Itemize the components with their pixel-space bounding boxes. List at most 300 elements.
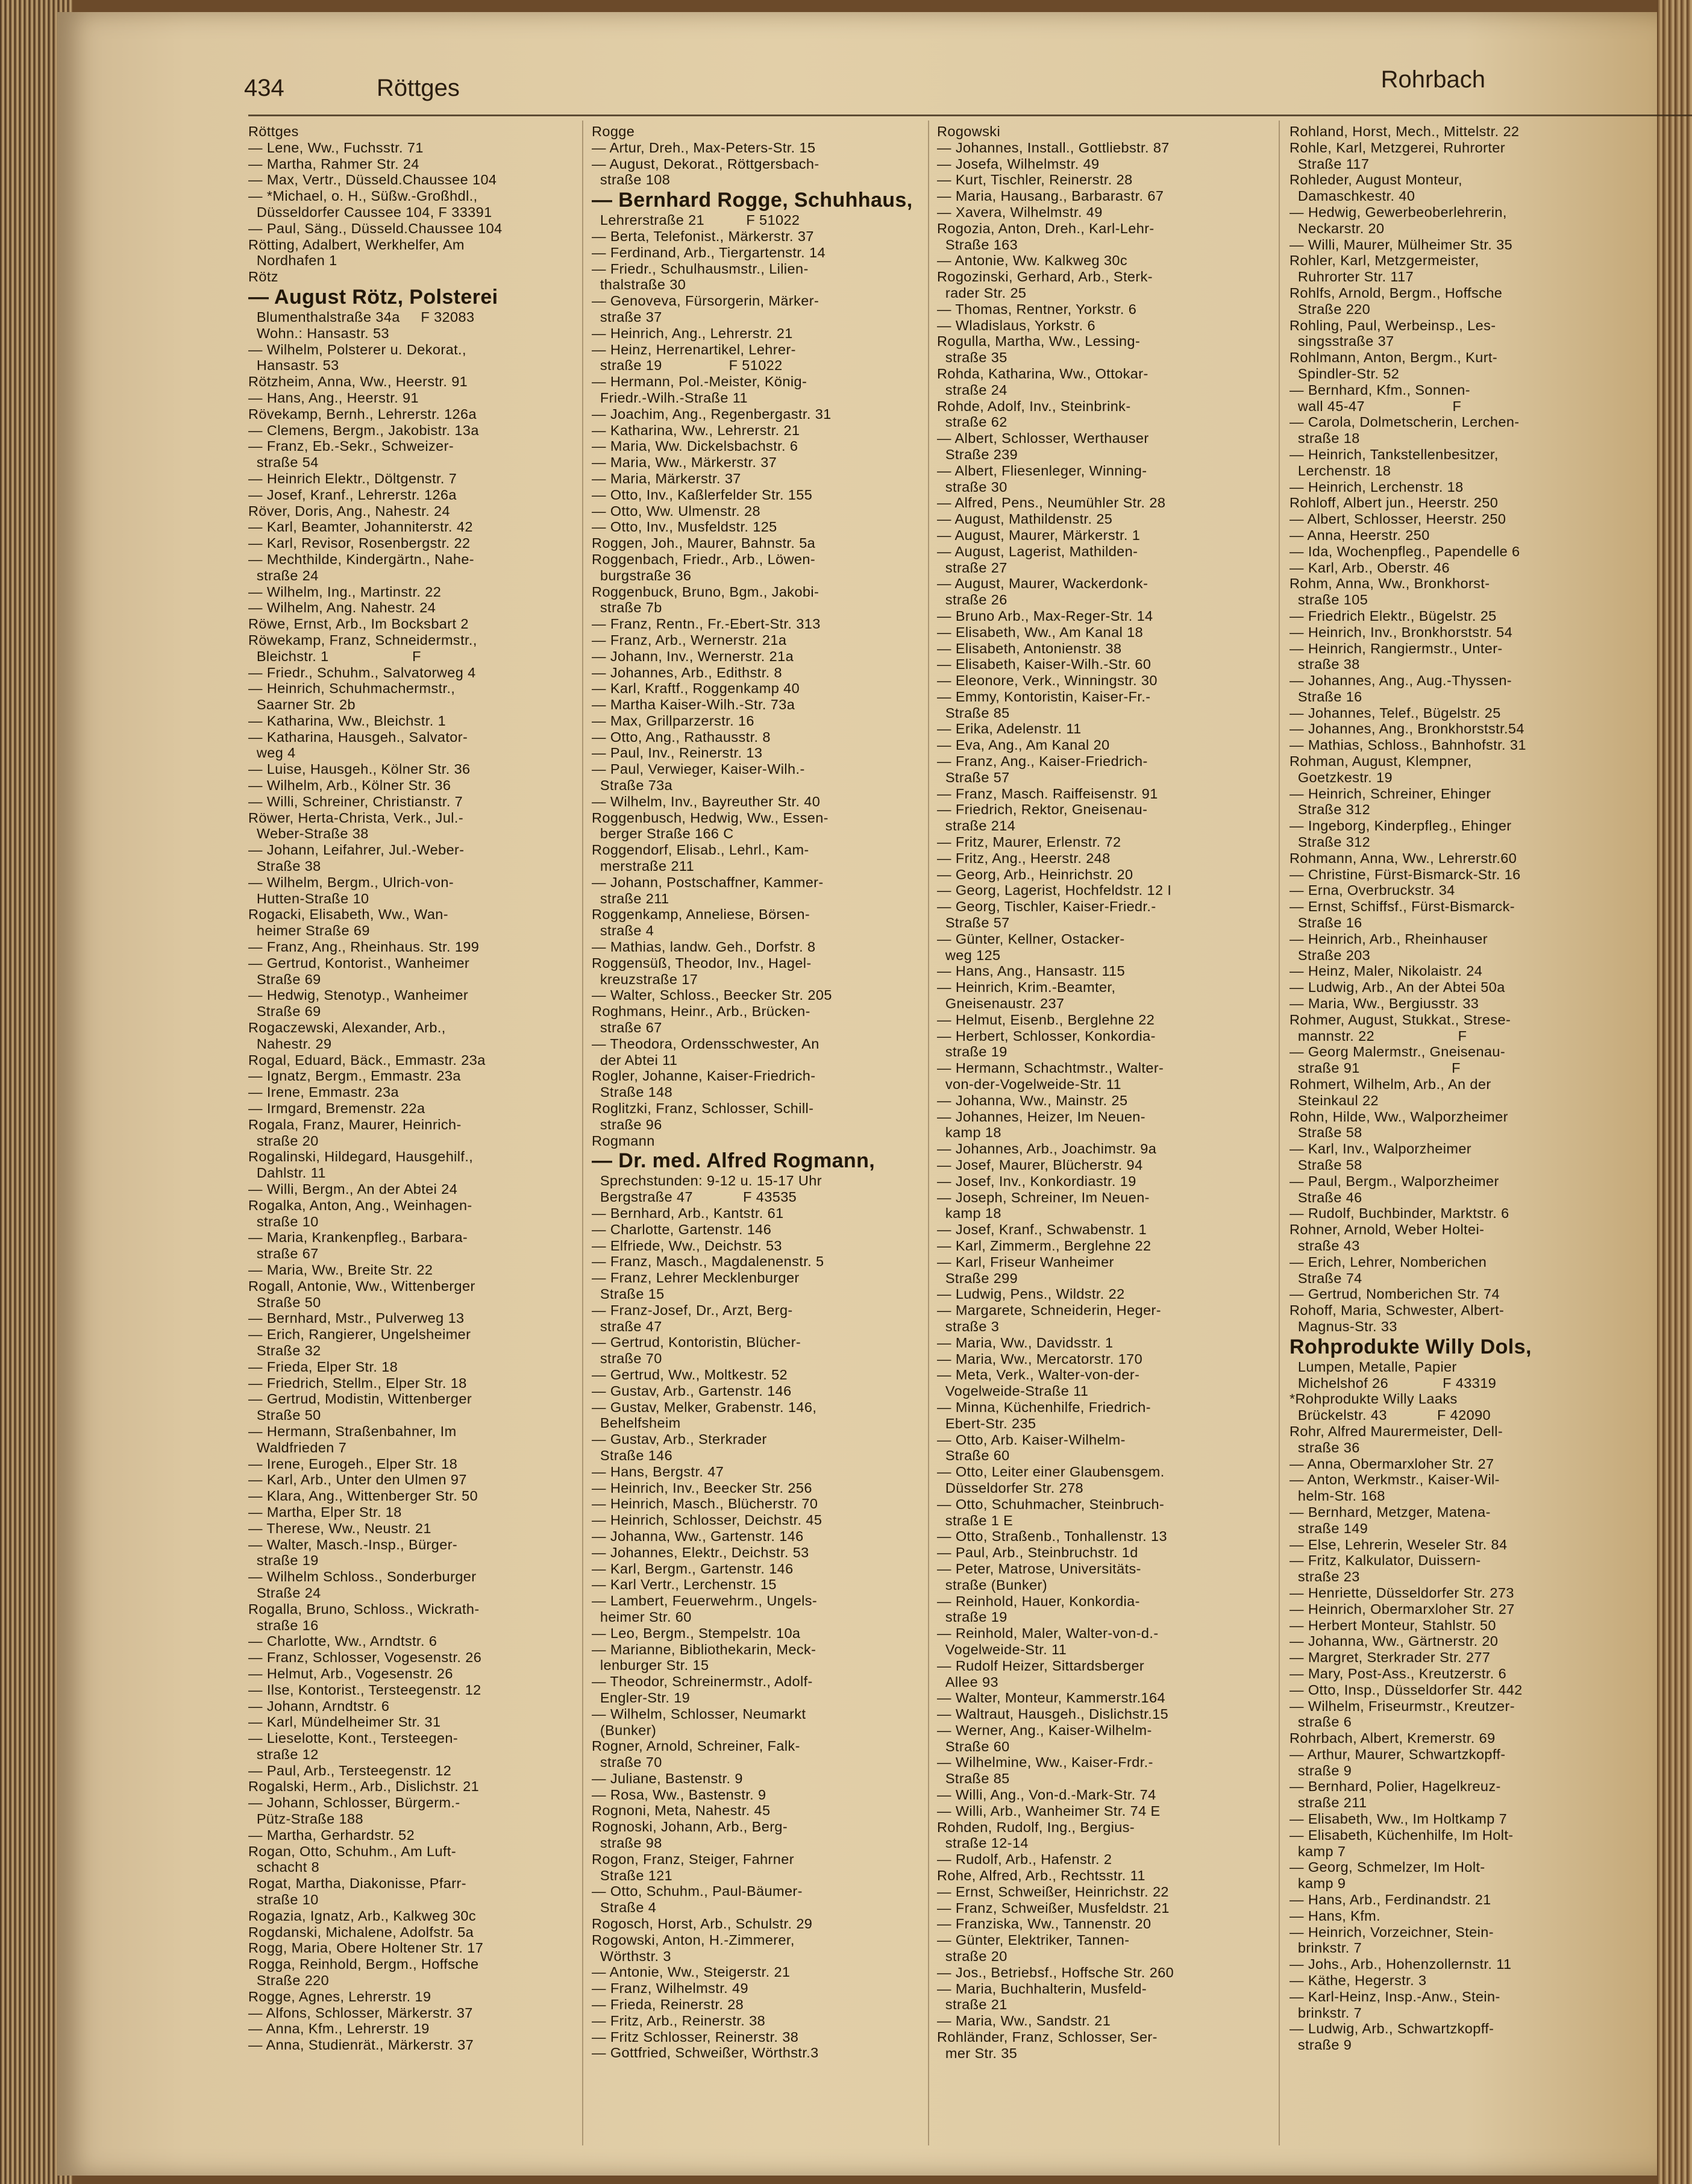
directory-line: kamp 7 (1289, 1843, 1346, 1859)
directory-line: — Otto, Arb. Kaiser-Wilhelm- (937, 1431, 1126, 1448)
directory-line: — Heinz, Maler, Nikolaistr. 24 (1289, 963, 1483, 979)
directory-line: — Juliane, Bastenstr. 9 (592, 1770, 743, 1786)
directory-line: mannstr. 22 F (1289, 1028, 1467, 1044)
directory-line: Straße 58 (1289, 1157, 1362, 1173)
directory-line: heimer Str. 60 (592, 1608, 692, 1625)
directory-line: straße 18 (1289, 430, 1360, 447)
directory-line: — Erich, Lehrer, Nomberichen (1289, 1254, 1487, 1270)
directory-line: — Kurt, Tischler, Reinerstr. 28 (937, 172, 1133, 188)
directory-line: — Günter, Kellner, Ostacker- (937, 930, 1125, 947)
directory-line: — Johannes, Install., Gottliebstr. 87 (937, 139, 1170, 155)
directory-line: — Wilhelm, Schlosser, Neumarkt (592, 1705, 806, 1722)
directory-line: straße 37 (592, 309, 662, 325)
directory-line: Rohländer, Franz, Schlosser, Ser- (937, 2029, 1158, 2045)
directory-line: — Gustav, Melker, Grabenstr. 146, (592, 1399, 817, 1415)
directory-line: — Ingeborg, Kinderpfleg., Ehinger (1289, 818, 1512, 834)
directory-line: — Mary, Post-Ass., Kreutzerstr. 6 (1289, 1665, 1507, 1681)
directory-line: — Wladislaus, Yorkstr. 6 (937, 317, 1095, 333)
directory-line: Straße 16 (1289, 915, 1362, 931)
directory-line: — Josef, Inv., Konkordiastr. 19 (937, 1173, 1136, 1189)
directory-line: Rohden, Rudolf, Ing., Bergius- (937, 1819, 1135, 1835)
directory-line: Rohmer, August, Stukkat., Strese- (1289, 1011, 1511, 1028)
directory-line: — Johann, Leifahrer, Jul.-Weber- (248, 842, 465, 858)
directory-line: Rohe, Alfred, Arb., Rechtsstr. 11 (937, 1868, 1145, 1884)
directory-line: — Fritz, Kalkulator, Duissern- (1289, 1552, 1481, 1569)
directory-line: — Walter, Masch.-Insp., Bürger- (248, 1536, 458, 1552)
directory-line: Straße 220 (248, 1972, 330, 1989)
directory-line: — Rudolf, Buchbinder, Marktstr. 6 (1289, 1205, 1509, 1222)
directory-line: straße 35 (937, 350, 1007, 366)
directory-line: — Albert, Fliesenleger, Winning- (937, 462, 1147, 479)
directory-line: — Ilse, Kontorist., Tersteegenstr. 12 (248, 1681, 481, 1698)
directory-line: Rogosch, Horst, Arb., Schulstr. 29 (592, 1916, 813, 1932)
directory-line: — Emmy, Kontoristin, Kaiser-Fr.- (937, 688, 1151, 704)
directory-line: Hutten-Straße 10 (248, 890, 369, 906)
directory-line: — Friedrich Elektr., Bügelstr. 25 (1289, 607, 1497, 624)
directory-line: — Karl, Revisor, Rosenbergstr. 22 (248, 535, 471, 551)
directory-line: — Johanna, Ww., Mainstr. 25 (937, 1092, 1128, 1108)
directory-line: — Elisabeth, Küchenhilfe, Im Holt- (1289, 1827, 1514, 1843)
directory-line: Roghmans, Heinr., Arb., Brücken- (592, 1003, 810, 1020)
directory-line: Straße 69 (248, 971, 321, 987)
directory-line: Rogozinski, Gerhard, Arb., Sterk- (937, 269, 1153, 285)
directory-line: — Franz, Schlosser, Vogesenstr. 26 (248, 1649, 482, 1666)
directory-line: Magnus-Str. 33 (1289, 1318, 1397, 1334)
directory-line: Rogler, Johanne, Kaiser-Friedrich- (592, 1068, 816, 1084)
directory-line: — Ida, Wochenpfleg., Papendelle 6 (1289, 543, 1520, 559)
directory-line: straße 70 (592, 1351, 662, 1367)
directory-line: Straße 38 (248, 858, 321, 874)
directory-line: Rognoni, Meta, Nahestr. 45 (592, 1803, 771, 1819)
directory-line: — Ludwig, Pens., Wildstr. 22 (937, 1286, 1125, 1302)
directory-line: Straße 146 (592, 1447, 673, 1463)
directory-line: singsstraße 37 (1289, 333, 1394, 350)
directory-line: Rohmann, Anna, Ww., Lehrerstr.60 (1289, 850, 1517, 866)
directory-line: Lerchenstr. 18 (1289, 462, 1391, 479)
directory-line: Rötzheim, Anna, Ww., Heerstr. 91 (248, 374, 468, 390)
directory-line: — Alfons, Schlosser, Märkerstr. 37 (248, 2004, 473, 2021)
directory-line: Röwekamp, Franz, Schneidermstr., (248, 632, 477, 648)
directory-line: Roglitzki, Franz, Schlosser, Schill- (592, 1100, 814, 1117)
directory-line: Straße 73a (592, 777, 673, 794)
directory-line: Spindler-Str. 52 (1289, 365, 1400, 381)
directory-line: — Mathias, Schloss., Bahnhofstr. 31 (1289, 737, 1526, 753)
directory-line: — Hermann, Schachtmstr., Walter- (937, 1060, 1164, 1076)
directory-line: Rogazia, Ignatz, Arb., Kalkweg 30c (248, 1907, 477, 1924)
directory-line: — Johannes, Ang., Aug.-Thyssen- (1289, 673, 1512, 689)
directory-line: Straße 69 (248, 1003, 321, 1020)
directory-line: — Otto, Straßenb., Tonhallenstr. 13 (937, 1528, 1167, 1545)
directory-line: — Lieselotte, Kont., Tersteegen- (248, 1730, 459, 1746)
directory-line: Rohleder, August Monteur, (1289, 172, 1462, 188)
directory-line: straße 214 (937, 818, 1016, 834)
directory-line: Blumenthalstraße 34a F 32083 (248, 309, 475, 325)
directory-line: — Theodor, Schreinermstr., Adolf- (592, 1674, 813, 1690)
directory-line: rader Str. 25 (937, 284, 1027, 301)
directory-line: — Heinrich, Schuhmachermstr., (248, 680, 456, 697)
directory-line: — Karl, Arb., Unter den Ulmen 97 (248, 1472, 467, 1488)
directory-line: — Reinhold, Maler, Walter-von-d.- (937, 1625, 1159, 1642)
directory-line: — Ferdinand, Arb., Tiergartenstr. 14 (592, 244, 826, 260)
directory-line: Roggenbusch, Hedwig, Ww., Essen- (592, 809, 829, 826)
directory-line: — August, Dekorat., Röttgersbach- (592, 155, 819, 172)
directory-line: — Otto, Inv., Kaßlerfelder Str. 155 (592, 486, 813, 503)
directory-line: — Gertrud, Ww., Moltkestr. 52 (592, 1366, 788, 1382)
directory-line: straße 24 (248, 567, 319, 583)
directory-line: — Wilhelm Schloss., Sonderburger (248, 1569, 477, 1585)
directory-line: — Paul, Säng., Düsseld.Chaussee 104 (248, 220, 503, 236)
directory-line: straße 21 (937, 1997, 1007, 2013)
directory-line: — Helmut, Arb., Vogesenstr. 26 (248, 1665, 453, 1681)
directory-line: — Günter, Elektriker, Tannen- (937, 1932, 1130, 1948)
directory-line: — Carola, Dolmetscherin, Lerchen- (1289, 414, 1520, 430)
directory-line: der Abtei 11 (592, 1052, 678, 1068)
directory-line: — Heinrich, Masch., Blücherstr. 70 (592, 1496, 818, 1512)
directory-line: — Charlotte, Gartenstr. 146 (592, 1221, 772, 1237)
directory-line: — Ludwig, Arb., An der Abtei 50a (1289, 979, 1505, 996)
column-1 (248, 124, 574, 2053)
directory-line: — Marianne, Bibliothekarin, Meck- (592, 1641, 816, 1657)
directory-line: straße 7b (592, 600, 662, 616)
directory-line: — Hedwig, Stenotyp., Wanheimer (248, 987, 469, 1003)
directory-line: — Maria, Ww., Breite Str. 22 (248, 1261, 433, 1278)
directory-line: — Heinrich, Schlosser, Deichstr. 45 (592, 1512, 822, 1528)
directory-line: — Heinz, Herrenartikel, Lehrer- (592, 341, 796, 357)
right-keyword: Rohrbach (1380, 66, 1485, 93)
directory-line: — Gertrud, Nomberichen Str. 74 (1289, 1286, 1500, 1302)
directory-line: Rohm, Anna, Ww., Bronkhorst- (1289, 576, 1490, 592)
directory-line: — Elisabeth, Antonienstr. 38 (937, 640, 1122, 656)
directory-line: — Elfriede, Ww., Deichstr. 53 (592, 1237, 782, 1254)
directory-line: — Arthur, Maurer, Schwartzkopff- (1289, 1746, 1506, 1762)
directory-line: — August, Mathildenstr. 25 (937, 511, 1113, 527)
directory-line: — Luise, Hausgeh., Kölner Str. 36 (248, 761, 471, 777)
directory-line: — Theodora, Ordensschwester, An (592, 1035, 819, 1052)
directory-line: — Willi, Schreiner, Christianstr. 7 (248, 793, 463, 809)
directory-line: — Friedrich, Rektor, Gneisenau- (937, 802, 1148, 818)
directory-line: kamp 9 (1289, 1875, 1346, 1892)
directory-line: straße 36 (1289, 1439, 1360, 1455)
directory-line: Rogal, Eduard, Bäck., Emmastr. 23a (248, 1052, 486, 1068)
directory-line: — Franz, Arb., Wernerstr. 21a (592, 632, 787, 648)
directory-line: — Heinrich, Vorzeichner, Stein- (1289, 1924, 1494, 1940)
directory-line: Straße 50 (248, 1294, 321, 1310)
directory-line: straße 211 (592, 890, 669, 906)
directory-line: Rohprodukte Willy Dols, (1289, 1335, 1532, 1358)
directory-line: — Franz, Lehrer Mecklenburger (592, 1270, 800, 1286)
directory-line: Hansastr. 53 (248, 357, 339, 374)
directory-line: straße 6 (1289, 1714, 1352, 1730)
directory-line: — Otto, Schuhm., Paul-Bäumer- (592, 1883, 803, 1900)
directory-line: — Joseph, Schreiner, Im Neuen- (937, 1189, 1150, 1205)
directory-line: — Heinrich, Rangiermstr., Unter- (1289, 640, 1503, 656)
directory-line: Rogge (592, 124, 635, 139)
directory-line: — Josef, Kranf., Lehrerstr. 126a (248, 486, 457, 503)
directory-line: — Margret, Sterkrader Str. 277 (1289, 1649, 1491, 1666)
directory-line: Roggenkamp, Anneliese, Börsen- (592, 906, 810, 923)
directory-line: Straße 121 (592, 1867, 673, 1883)
directory-line: — Walter, Schloss., Beecker Str. 205 (592, 987, 832, 1003)
directory-line: weg 125 (937, 947, 1001, 963)
directory-line: helm-Str. 168 (1289, 1488, 1385, 1504)
directory-line: — Karl, Kraftf., Roggenkamp 40 (592, 680, 800, 697)
directory-line: — Paul, Verwieger, Kaiser-Wilh.- (592, 761, 805, 777)
directory-line: — Heinrich, Obermarxloher Str. 27 (1289, 1601, 1515, 1617)
directory-line: Allee 93 (937, 1674, 998, 1690)
directory-line: Straße 32 (248, 1342, 321, 1358)
directory-line: Rohle, Karl, Metzgerei, Ruhrorter (1289, 139, 1506, 155)
directory-line: Roggenbuck, Bruno, Bgm., Jakobi- (592, 583, 819, 600)
column-divider (928, 121, 929, 2145)
directory-line: burgstraße 36 (592, 567, 692, 583)
directory-line: — Anna, Heerstr. 250 (1289, 527, 1430, 543)
directory-line: straße 12 (248, 1746, 319, 1762)
directory-line: straße 30 (937, 479, 1007, 495)
directory-line: Düsseldorfer Str. 278 (937, 1480, 1084, 1496)
directory-line: — Wilhelm, Ang. Nahestr. 24 (248, 600, 436, 616)
directory-line: — Heinrich, Inv., Bronkhorststr. 54 (1289, 624, 1513, 640)
directory-line: Rogon, Franz, Steiger, Fahrner (592, 1851, 794, 1867)
directory-line: straße (Bunker) (937, 1577, 1048, 1593)
directory-line: — Johannes, Heizer, Im Neuen- (937, 1108, 1145, 1125)
directory-line: — Maria, Hausang., Barbarastr. 67 (937, 188, 1164, 204)
directory-line: Rogowski, Anton, H.-Zimmerer, (592, 1931, 795, 1948)
directory-line: Damaschkestr. 40 (1289, 188, 1415, 204)
directory-line: Straße 57 (937, 769, 1010, 785)
column-divider (582, 121, 583, 2145)
directory-line: — Johanna, Ww., Gartenstr. 146 (592, 1528, 804, 1544)
directory-line: — Waltraut, Hausgeh., Dislichstr.15 (937, 1706, 1169, 1722)
directory-line: Röttges (248, 124, 299, 139)
column-divider (1279, 121, 1280, 2145)
directory-line: weg 4 (248, 745, 296, 761)
directory-line: — Franz, Masch. Raiffeisenstr. 91 (937, 785, 1158, 802)
directory-line: — Gustav, Arb., Gartenstr. 146 (592, 1382, 792, 1399)
directory-line: — Otto, Ang., Rathausstr. 8 (592, 729, 771, 745)
directory-line: Ruhrorter Str. 117 (1289, 269, 1414, 285)
directory-line: — Alfred, Pens., Neumühler Str. 28 (937, 495, 1166, 511)
directory-line: Rohde, Adolf, Inv., Steinbrink- (937, 398, 1131, 414)
directory-line: straße 20 (248, 1132, 319, 1149)
directory-line: Rogat, Martha, Diakonisse, Pfarr- (248, 1875, 466, 1892)
directory-line: — Martha Kaiser-Wilh.-Str. 73a (592, 697, 795, 713)
directory-line: straße 26 (937, 592, 1007, 608)
directory-line: berger Straße 166 C (592, 826, 734, 842)
directory-line: Rohlmann, Anton, Bergm., Kurt- (1289, 350, 1498, 366)
directory-line: — Wilhelmine, Ww., Kaiser-Frdr.- (937, 1754, 1153, 1771)
directory-line: — Georg, Arb., Heinrichstr. 20 (937, 866, 1133, 882)
directory-line: Rohmert, Wilhelm, Arb., An der (1289, 1076, 1491, 1093)
directory-line: — Katharina, Hausgeh., Salvator- (248, 729, 468, 745)
directory-line: — August, Maurer, Wackerdonk- (937, 576, 1148, 592)
directory-line: Straße 163 (937, 236, 1018, 253)
directory-line: Düsseldorfer Caussee 104, F 33391 (248, 204, 492, 220)
directory-line: Rogalla, Bruno, Schloss., Wickrath- (248, 1601, 480, 1617)
directory-line: Pütz-Straße 188 (248, 1811, 363, 1827)
directory-line: — Heinrich Elektr., Döltgenstr. 7 (248, 470, 457, 486)
directory-line: — Peter, Matrose, Universitäts- (937, 1560, 1141, 1577)
directory-line: Straße 239 (937, 446, 1018, 462)
directory-line: — Therese, Ww., Neustr. 21 (248, 1520, 431, 1536)
directory-line: — Franz, Wilhelmstr. 49 (592, 1980, 748, 1997)
directory-line: von-der-Vogelweide-Str. 11 (937, 1076, 1121, 1093)
directory-line: Rogala, Franz, Maurer, Heinrich- (248, 1116, 462, 1132)
directory-line: — Anton, Werkmstr., Kaiser-Wil- (1289, 1472, 1500, 1488)
directory-line: straße 27 (937, 559, 1007, 576)
directory-line: — Maria, Buchhalterin, Musfeld- (937, 1980, 1147, 1997)
directory-line: Straße 85 (937, 1771, 1010, 1787)
directory-line: Weber-Straße 38 (248, 826, 369, 842)
directory-line: — Fritz, Maurer, Erlenstr. 72 (937, 834, 1121, 850)
directory-line: — Hedwig, Gewerbeoberlehrerin, (1289, 204, 1507, 220)
directory-line: heimer Straße 69 (248, 923, 370, 939)
directory-line: — Charlotte, Ww., Arndtstr. 6 (248, 1633, 437, 1649)
book-right-edge (1657, 0, 1692, 2184)
directory-line: — Max, Grillparzerstr. 16 (592, 712, 754, 729)
directory-line: Rövekamp, Bernh., Lehrerstr. 126a (248, 406, 477, 422)
directory-line: Straße 117 (1289, 155, 1370, 172)
directory-line: Straße 312 (1289, 834, 1371, 850)
directory-line: (Bunker) (592, 1722, 657, 1738)
directory-line: Roggensüß, Theodor, Inv., Hagel- (592, 955, 812, 971)
directory-line: — Wilhelm, Inv., Bayreuther Str. 40 (592, 793, 821, 809)
directory-line: — Käthe, Hegerstr. 3 (1289, 1972, 1427, 1989)
directory-line: straße 12-14 (937, 1835, 1029, 1851)
directory-line: brinkstr. 7 (1289, 2004, 1362, 2021)
directory-line: — Franz, Rentn., Fr.-Ebert-Str. 313 (592, 616, 821, 632)
directory-line: straße 16 (248, 1617, 319, 1633)
column-3 (937, 124, 1268, 2062)
directory-line: kamp 18 (937, 1205, 1001, 1222)
directory-line: — Eva, Ang., Am Kanal 20 (937, 737, 1110, 753)
directory-line: — Max, Vertr., Düsseld.Chaussee 104 (248, 172, 497, 188)
directory-line: — Maria, Ww., Märkerstr. 37 (592, 454, 777, 471)
directory-line: Vogelweide-Straße 11 (937, 1383, 1089, 1399)
header-rule (248, 115, 1692, 116)
directory-line: — Karl Vertr., Lerchenstr. 15 (592, 1577, 777, 1593)
directory-line: — Otto, Insp., Düsseldorfer Str. 442 (1289, 1681, 1523, 1698)
directory-line: — Johann, Inv., Wernerstr. 21a (592, 648, 794, 664)
directory-line: straße 54 (248, 454, 319, 471)
directory-line: straße 19 (937, 1044, 1007, 1060)
directory-line: *Rohprodukte Willy Laaks (1289, 1391, 1458, 1407)
directory-line: — Bernhard, Arb., Kantstr. 61 (592, 1205, 784, 1221)
directory-line: — Paul, Arb., Tersteegenstr. 12 (248, 1762, 452, 1778)
directory-line: — Dr. med. Alfred Rogmann, (592, 1149, 876, 1173)
directory-line: — Willi, Bergm., An der Abtei 24 (248, 1181, 458, 1197)
directory-line: Rogowski (937, 124, 1001, 139)
directory-line: Straße 203 (1289, 947, 1371, 963)
directory-line: Rognoski, Johann, Arb., Berg- (592, 1819, 788, 1835)
directory-line: — Ernst, Schweißer, Heinrichstr. 22 (937, 1883, 1169, 1900)
directory-line: mer Str. 35 (937, 2045, 1018, 2061)
directory-line: — Gottfried, Schweißer, Wörthstr.3 (592, 2045, 819, 2061)
directory-line: — Hans, Ang., Heerstr. 91 (248, 389, 419, 406)
directory-line: straße 19 (937, 1609, 1007, 1625)
directory-line: Rogalka, Anton, Ang., Weinhagen- (248, 1197, 472, 1213)
directory-line: — Ignatz, Bergm., Emmastr. 23a (248, 1068, 461, 1084)
directory-line: — Irene, Emmastr. 23a (248, 1084, 400, 1100)
directory-line: straße 10 (248, 1213, 319, 1229)
directory-line: straße 19 F 51022 (592, 357, 783, 374)
directory-line: straße 149 (1289, 1520, 1368, 1536)
directory-line: straße 105 (1289, 592, 1368, 608)
directory-line: Michelshof 26 F 43319 (1289, 1375, 1497, 1391)
directory-line: — Minna, Küchenhilfe, Friedrich- (937, 1399, 1151, 1415)
directory-line: — Karl, Friseur Wanheimer (937, 1254, 1114, 1270)
directory-line: — Walter, Monteur, Kammerstr.164 (937, 1690, 1165, 1706)
directory-line: Rohoff, Maria, Schwester, Albert- (1289, 1302, 1505, 1319)
directory-line: — Bruno Arb., Max-Reger-Str. 14 (937, 607, 1153, 624)
directory-line: — Mathias, landw. Geh., Dorfstr. 8 (592, 939, 816, 955)
directory-line: — Maria, Märkerstr. 37 (592, 470, 741, 486)
directory-line: — Friedrich, Stellm., Elper Str. 18 (248, 1375, 467, 1391)
directory-line: Rogalinski, Hildegard, Hausgehilf., (248, 1149, 474, 1165)
directory-line: — Otto, Leiter einer Glaubensgem. (937, 1464, 1165, 1480)
directory-line: — Herbert Monteur, Stahlstr. 50 (1289, 1617, 1496, 1633)
directory-line: — Wilhelm, Arb., Kölner Str. 36 (248, 777, 451, 794)
directory-line: Straße 46 (1289, 1189, 1362, 1205)
directory-line: Straße 60 (937, 1448, 1010, 1464)
directory-line: Rohda, Katharina, Ww., Ottokar- (937, 365, 1148, 381)
directory-line: — Willi, Arb., Wanheimer Str. 74 E (937, 1803, 1161, 1819)
directory-line: straße 91 F (1289, 1060, 1461, 1076)
directory-line: — Fritz, Arb., Reinerstr. 38 (592, 2012, 766, 2029)
directory-line: — Johann, Schlosser, Bürgerm.- (248, 1795, 460, 1811)
directory-line: — Otto, Inv., Musfeldstr. 125 (592, 519, 777, 535)
page-number: 434 (244, 75, 284, 101)
directory-line: Rogulla, Martha, Ww., Lessing- (937, 333, 1141, 350)
directory-line: kreuzstraße 17 (592, 971, 698, 987)
directory-line: — Berta, Telefonist., Märkerstr. 37 (592, 228, 814, 244)
directory-line: Nahestr. 29 (248, 1035, 332, 1052)
directory-line: — Heinrich, Ang., Lehrerstr. 21 (592, 325, 793, 341)
directory-line: — Christine, Fürst-Bismarck-Str. 16 (1289, 866, 1521, 882)
directory-line: Rötz (248, 269, 278, 285)
directory-line: — Rosa, Ww., Bastenstr. 9 (592, 1786, 766, 1803)
directory-line: Steinkaul 22 (1289, 1092, 1379, 1108)
directory-line: — Bernhard, Mstr., Pulverweg 13 (248, 1310, 465, 1326)
directory-line: — Hans, Bergstr. 47 (592, 1463, 724, 1480)
directory-line: — Georg, Schmelzer, Im Holt- (1289, 1859, 1485, 1875)
directory-line: — Josefa, Wilhelmstr. 49 (937, 155, 1100, 172)
directory-line: — Anna, Studienrät., Märkerstr. 37 (248, 2037, 474, 2053)
directory-line: — Margarete, Schneiderin, Heger- (937, 1302, 1161, 1319)
directory-line: Rogga, Reinhold, Bergm., Hoffsche (248, 1956, 479, 1972)
directory-line: Engler-Str. 19 (592, 1689, 691, 1705)
directory-line: — Georg, Lagerist, Hochfeldstr. 12 I (937, 882, 1172, 899)
directory-line: — Maria, Ww. Dickelsbachstr. 6 (592, 438, 798, 454)
directory-line: — Otto, Ww. Ulmenstr. 28 (592, 503, 760, 519)
directory-line: — Lene, Ww., Fuchsstr. 71 (248, 139, 424, 155)
directory-line: — Heinrich, Lerchenstr. 18 (1289, 479, 1464, 495)
directory-line: — Rudolf, Arb., Hafenstr. 2 (937, 1851, 1112, 1868)
directory-line: Straße 85 (937, 704, 1010, 721)
directory-line: Straße 312 (1289, 802, 1371, 818)
directory-line: Sprechstunden: 9-12 u. 15-17 Uhr (592, 1173, 822, 1189)
directory-line: — Joachim, Ang., Regenbergastr. 31 (592, 406, 832, 422)
directory-line: — Bernhard, Kfm., Sonnen- (1289, 381, 1470, 398)
directory-line: — Karl, Mündelheimer Str. 31 (248, 1714, 441, 1730)
directory-line: — Wilhelm, Bergm., Ulrich-von- (248, 874, 454, 890)
directory-line: Rogmann (592, 1132, 655, 1149)
directory-line: — Albert, Schlosser, Werthauser (937, 430, 1149, 447)
directory-line: Dahlstr. 11 (248, 1165, 326, 1181)
directory-line: wall 45-47 F (1289, 398, 1462, 414)
directory-line: Rohling, Paul, Werbeinsp., Les- (1289, 317, 1496, 333)
directory-line: — Frieda, Elper Str. 18 (248, 1358, 398, 1375)
directory-line: Straße 74 (1289, 1270, 1362, 1286)
